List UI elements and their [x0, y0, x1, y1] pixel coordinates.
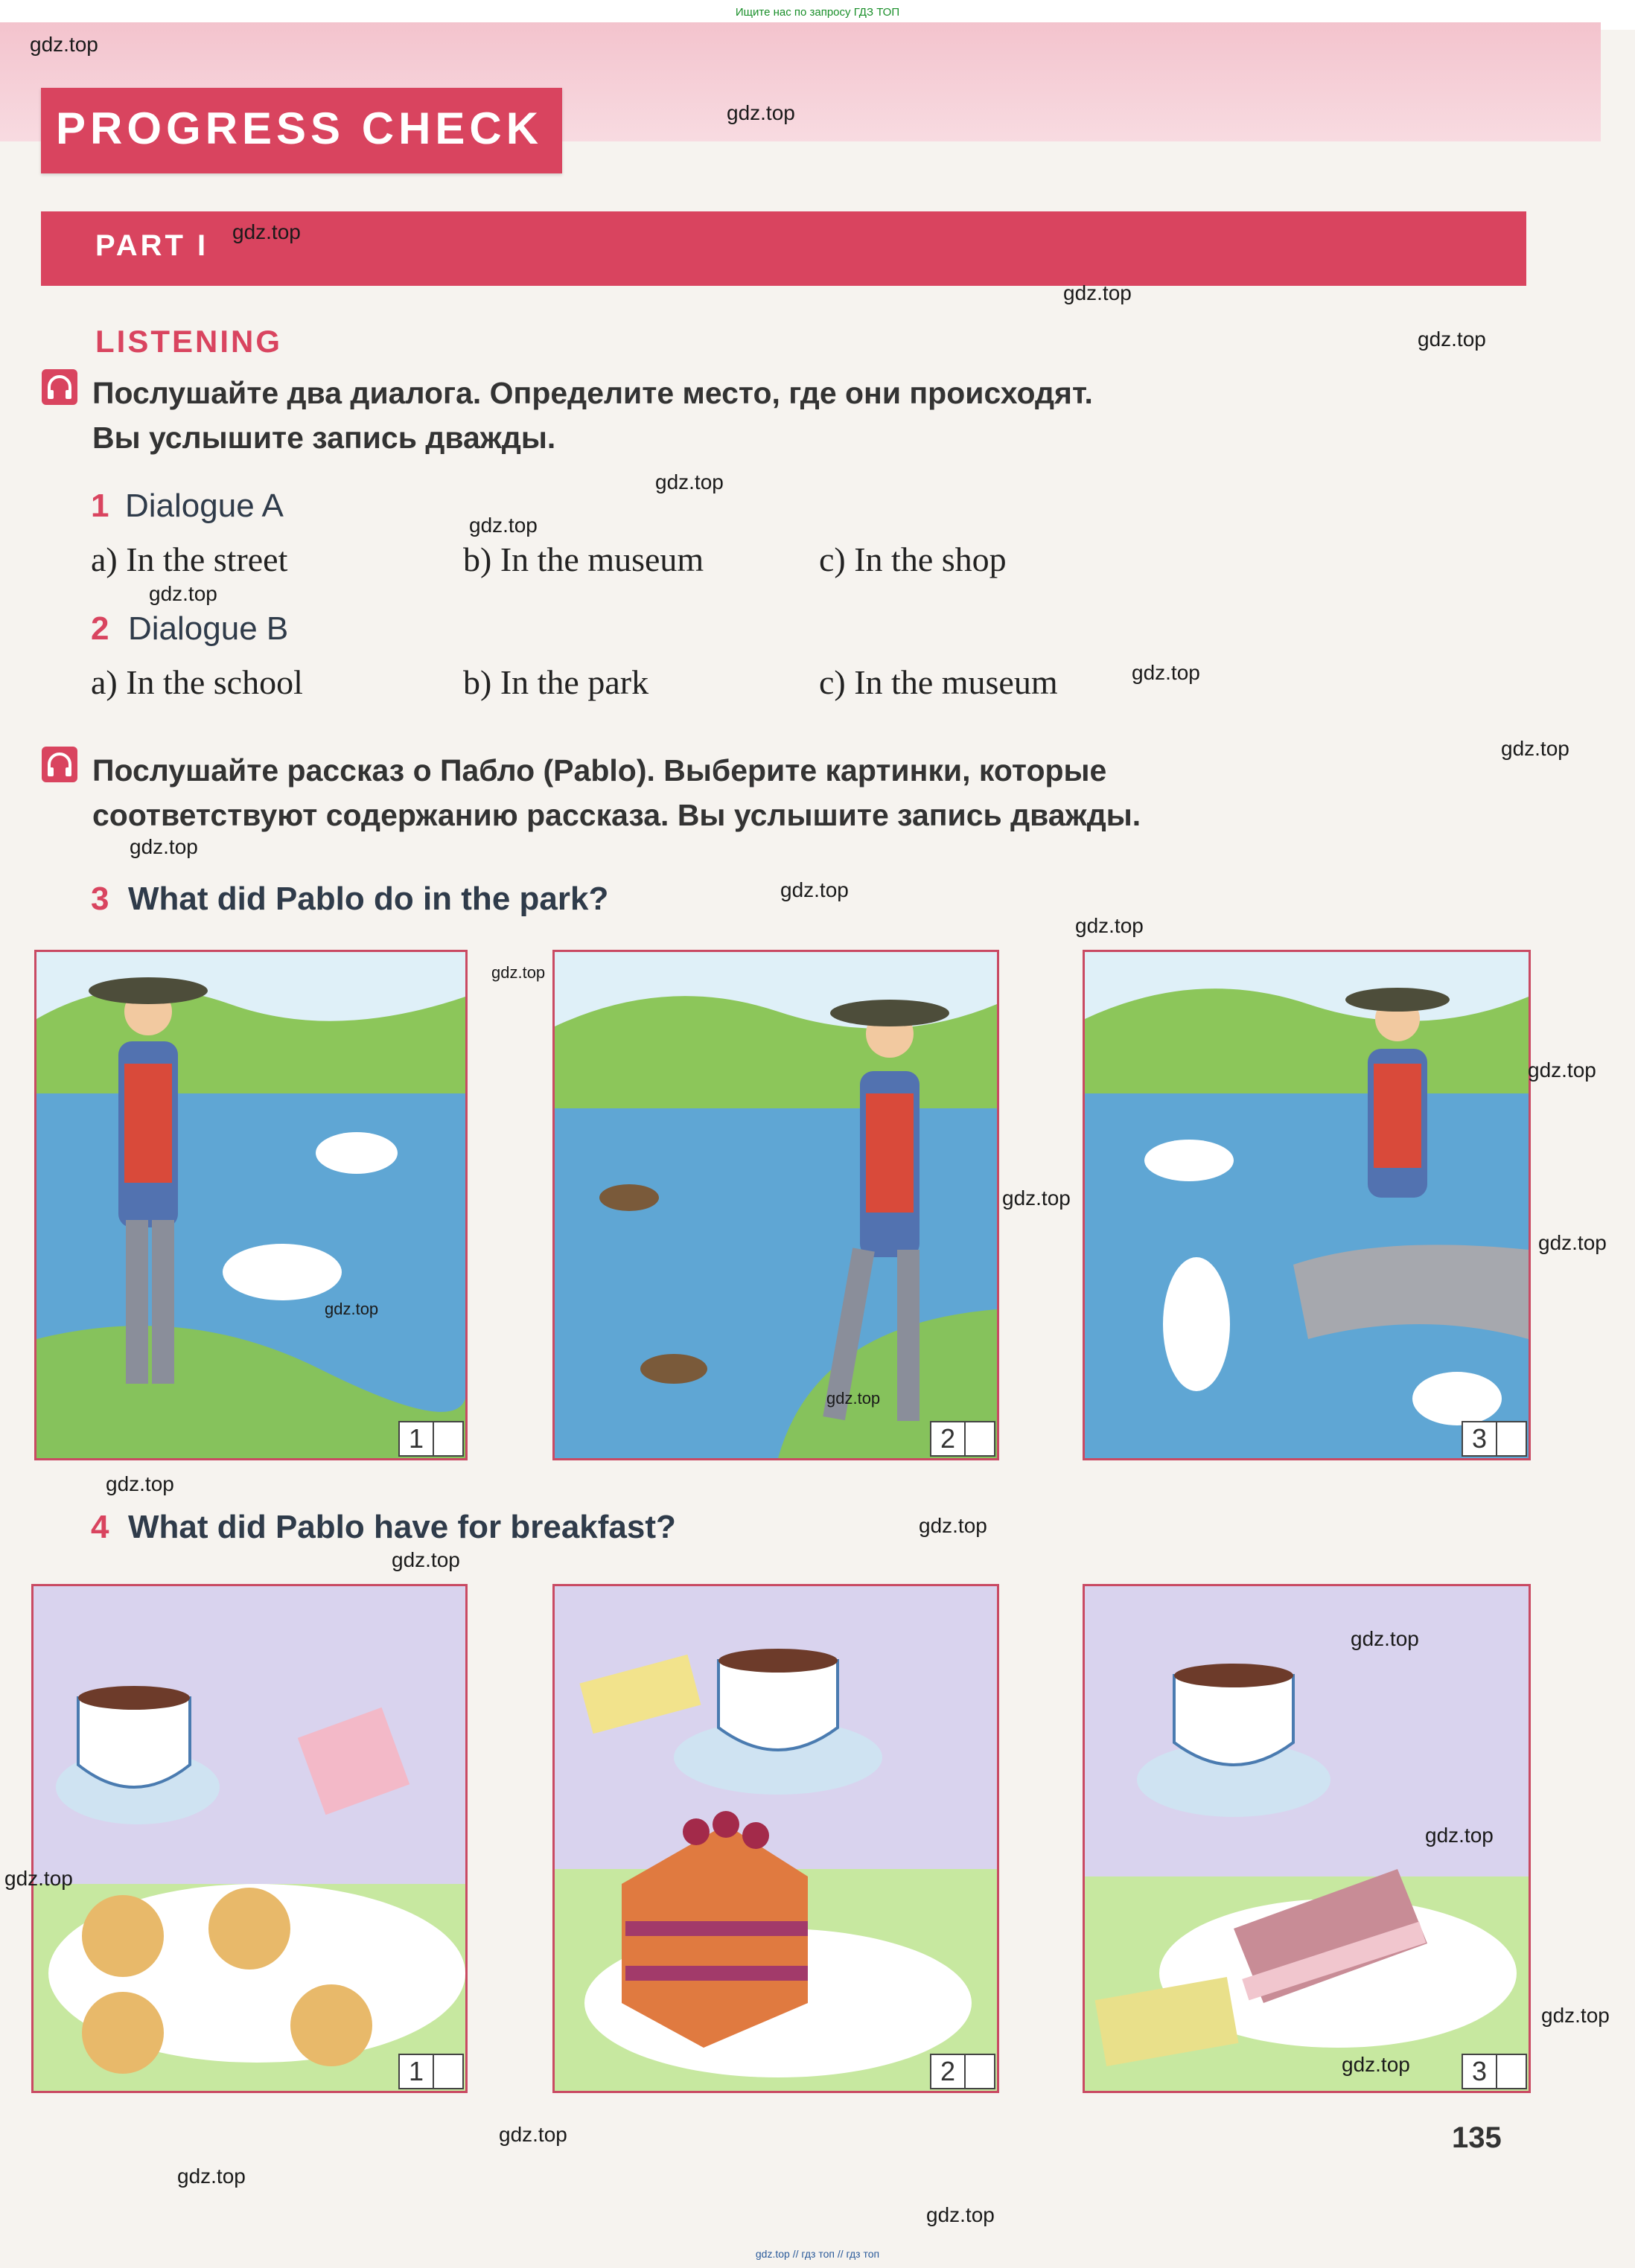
picture-park-1[interactable] [34, 950, 468, 1460]
watermark: gdz.top [1528, 1058, 1596, 1082]
headphones-icon [42, 747, 77, 782]
watermark: gdz.top [1002, 1186, 1071, 1210]
section-title: LISTENING [95, 324, 283, 359]
watermark: gdz.top [1541, 2004, 1610, 2027]
question-title: What did Pablo have for breakfast? [128, 1509, 676, 1545]
picture-number-box[interactable] [398, 1421, 464, 1457]
picture-number-box[interactable] [1462, 2054, 1527, 2089]
headphones-icon [42, 369, 77, 405]
instruction-line: Послушайте рассказ о Пабло (Pablo). Выберите картинки, которые [92, 753, 1107, 788]
question-title: Dialogue A [125, 488, 284, 524]
top-note: Ищите нас по запросу ГДЗ ТОП [735, 6, 900, 19]
question-number: 1 [91, 488, 109, 524]
question-number: 3 [91, 881, 109, 917]
picture-number-box[interactable] [398, 2054, 464, 2089]
picture-number: 2 [931, 1422, 966, 1455]
watermark: gdz.top [392, 1548, 460, 1571]
watermark: gdz.top [655, 470, 724, 493]
watermark: gdz.top [1075, 914, 1144, 937]
watermark: gdz.top [325, 1300, 379, 1318]
picture-number-box[interactable] [930, 1421, 995, 1457]
picture-breakfast-1[interactable] [31, 1584, 468, 2093]
watermark: gdz.top [780, 878, 849, 901]
watermark: gdz.top [149, 582, 217, 605]
watermark: gdz.top [499, 2123, 567, 2146]
watermark: gdz.top [491, 963, 546, 982]
picture-number: 3 [1463, 2055, 1497, 2088]
option-b[interactable]: b) In the park [463, 663, 649, 701]
picture-number: 2 [931, 2055, 966, 2088]
watermark: gdz.top [919, 1514, 987, 1537]
watermark: gdz.top [130, 835, 198, 858]
question-number: 4 [91, 1509, 109, 1545]
option-c[interactable]: c) In the shop [819, 540, 1007, 578]
option-b[interactable]: b) In the museum [463, 540, 704, 578]
picture-number-box[interactable] [930, 2054, 995, 2089]
watermark: gdz.top [4, 1867, 73, 1890]
picture-breakfast-2[interactable] [552, 1584, 999, 2093]
picture-number: 1 [400, 1422, 434, 1455]
instruction-line: Послушайте два диалога. Определите место, где они происходят. [92, 376, 1093, 410]
watermark: gdz.top [1351, 1627, 1419, 1650]
option-a[interactable]: a) In the school [91, 663, 303, 701]
watermark: gdz.top [1418, 328, 1486, 351]
part-label: PART I [95, 229, 209, 262]
watermark: gdz.top [469, 514, 538, 537]
picture-number: 1 [400, 2055, 434, 2088]
picture-park-2[interactable] [552, 950, 999, 1460]
page-title: PROGRESS CHECK [56, 103, 544, 153]
watermark: gdz.top [30, 33, 98, 56]
watermark: gdz.top [1063, 281, 1132, 304]
watermark: gdz.top [232, 220, 301, 243]
watermark: gdz.top [177, 2165, 246, 2188]
picture-number-box[interactable] [1462, 1421, 1527, 1457]
picture-park-3[interactable] [1083, 950, 1531, 1460]
watermark: gdz.top [727, 101, 795, 124]
option-c[interactable]: c) In the museum [819, 663, 1058, 701]
watermark: gdz.top [826, 1389, 881, 1408]
picture-number: 3 [1463, 1422, 1497, 1455]
page-number: 135 [1452, 2121, 1502, 2154]
watermark: gdz.top [926, 2203, 995, 2226]
question-title: Dialogue B [128, 610, 289, 647]
option-a[interactable]: a) In the street [91, 540, 288, 578]
watermark: gdz.top [106, 1472, 174, 1495]
question-number: 2 [91, 610, 109, 647]
instruction-line: Вы услышите запись дважды. [92, 421, 556, 455]
watermark: gdz.top [1425, 1824, 1494, 1847]
instruction-line: соответствуют содержанию рассказа. Вы услышите запись дважды. [92, 798, 1141, 832]
watermark: gdz.top [1501, 737, 1569, 760]
watermark: gdz.top [1342, 2053, 1410, 2076]
watermark: gdz.top [1538, 1231, 1607, 1254]
question-title: What did Pablo do in the park? [128, 881, 609, 917]
bottom-note: gdz.top // гдз топ // гдз топ [755, 2248, 880, 2260]
watermark: gdz.top [1132, 661, 1200, 684]
